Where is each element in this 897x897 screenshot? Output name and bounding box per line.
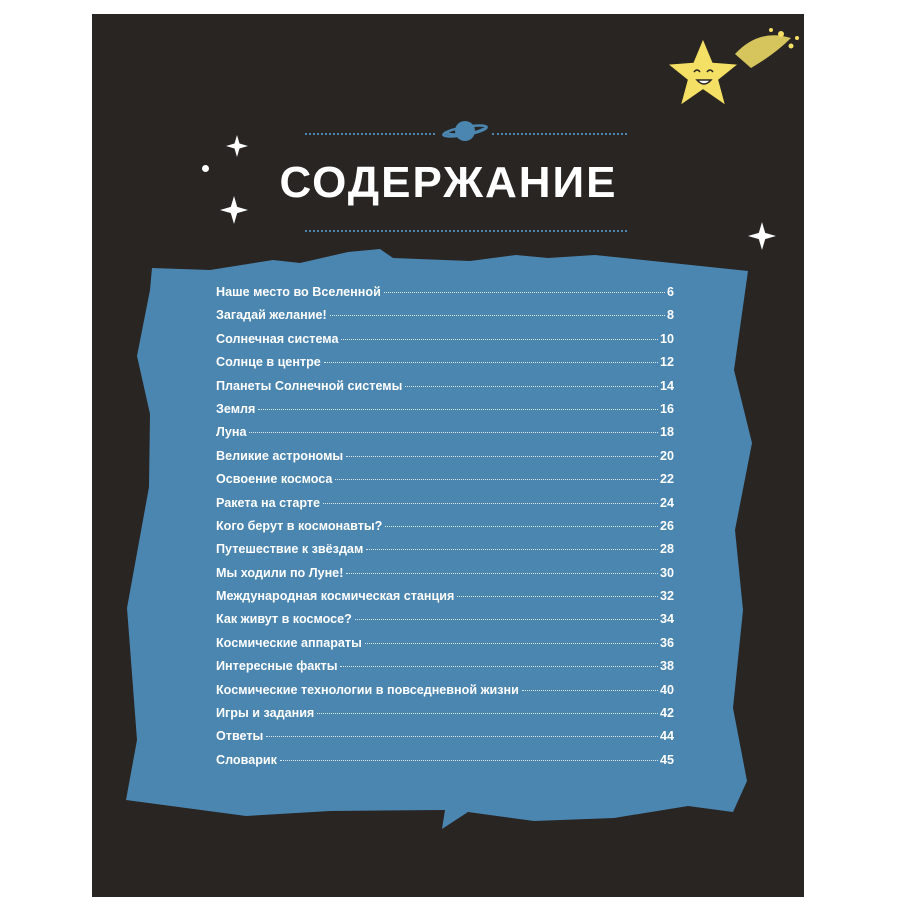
toc-entry-title: Путешествие к звёздам xyxy=(216,542,364,557)
toc-leader-dots xyxy=(324,362,658,363)
toc-entry-title: Космические технологии в повседневной жизни xyxy=(216,682,519,697)
toc-entry-title: Космические аппараты xyxy=(216,635,362,650)
toc-leader-dots xyxy=(366,549,658,550)
toc-entry-title: Планеты Солнечной системы xyxy=(216,378,403,393)
toc-entry-page: 16 xyxy=(659,401,674,416)
toc-entry[interactable] xyxy=(216,636,674,659)
toc-leader-dots xyxy=(346,573,658,574)
toc-entry-title: Загадай желание! xyxy=(216,308,327,323)
toc-leader-dots xyxy=(335,479,658,480)
toc-entry[interactable] xyxy=(216,402,674,425)
toc-entry-title: Освоение космоса xyxy=(216,472,333,487)
toc-entry-page: 28 xyxy=(659,542,674,557)
toc-entry-title: Наше место во Вселенной xyxy=(216,285,381,299)
toc-entry[interactable] xyxy=(216,753,674,776)
toc-entry[interactable] xyxy=(216,519,674,542)
toc-entry[interactable] xyxy=(216,683,674,706)
toc-entry-page: 10 xyxy=(659,331,674,346)
toc-leader-dots xyxy=(317,713,658,714)
toc-entry[interactable] xyxy=(216,589,674,612)
toc-entry-title: Мы ходили по Луне! xyxy=(216,565,344,580)
toc-entry-page: 18 xyxy=(659,425,674,440)
toc-entry-page: 14 xyxy=(659,378,674,393)
toc-leader-dots xyxy=(341,339,658,340)
toc-leader-dots xyxy=(258,409,658,410)
toc-entry[interactable] xyxy=(216,659,674,682)
toc-entry[interactable] xyxy=(216,332,674,355)
toc-entry[interactable] xyxy=(216,355,674,378)
toc-entry[interactable] xyxy=(216,308,674,331)
toc-entry-title: Кого берут в космонавты? xyxy=(216,518,383,533)
toc-entry-page: 8 xyxy=(666,308,674,323)
toc-leader-dots xyxy=(457,596,658,597)
toc-entry[interactable] xyxy=(216,425,674,448)
toc-entry[interactable] xyxy=(216,706,674,729)
toc-entry-title: Великие астрономы xyxy=(216,448,344,463)
toc-leader-dots xyxy=(385,526,658,527)
toc-entry[interactable] xyxy=(216,612,674,635)
toc-leader-dots xyxy=(355,619,658,620)
toc-leader-dots xyxy=(280,760,658,761)
toc-entry-title: Солнечная система xyxy=(216,331,339,346)
toc-entry-page: 32 xyxy=(659,589,674,604)
toc-entry-title: Земля xyxy=(216,401,256,416)
toc-entry-page: 40 xyxy=(659,682,674,697)
toc-entry[interactable] xyxy=(216,379,674,402)
toc-entry-title: Как живут в космосе? xyxy=(216,612,352,627)
toc-leader-dots xyxy=(249,432,658,433)
table-of-contents xyxy=(216,285,674,776)
toc-entry-title: Интересные факты xyxy=(216,659,338,674)
toc-entry[interactable] xyxy=(216,566,674,589)
toc-leader-dots xyxy=(346,456,658,457)
toc-entry-page: 6 xyxy=(666,285,674,299)
toc-leader-dots xyxy=(323,503,658,504)
toc-entry-page: 36 xyxy=(659,635,674,650)
toc-leader-dots xyxy=(405,386,658,387)
toc-entry[interactable] xyxy=(216,729,674,752)
toc-entry-title: Игры и задания xyxy=(216,706,315,721)
toc-entry[interactable] xyxy=(216,542,674,565)
toc-entry[interactable] xyxy=(216,496,674,519)
toc-entry-page: 26 xyxy=(659,518,674,533)
toc-leader-dots xyxy=(330,315,665,316)
toc-entry-title: Словарик xyxy=(216,752,277,767)
toc-entry-page: 24 xyxy=(659,495,674,510)
toc-entry-page: 42 xyxy=(659,706,674,721)
toc-leader-dots xyxy=(522,690,658,691)
toc-leader-dots xyxy=(384,292,665,293)
toc-entry[interactable] xyxy=(216,472,674,495)
toc-entry[interactable] xyxy=(216,285,674,308)
toc-entry-page: 45 xyxy=(659,752,674,767)
toc-leader-dots xyxy=(365,643,658,644)
toc-entry-page: 20 xyxy=(659,448,674,463)
toc-entry-page: 38 xyxy=(659,659,674,674)
toc-entry-page: 34 xyxy=(659,612,674,627)
toc-entry-title: Ракета на старте xyxy=(216,495,321,510)
toc-entry-title: Международная космическая станция xyxy=(216,589,455,604)
toc-leader-dots xyxy=(340,666,658,667)
toc-entry-title: Ответы xyxy=(216,729,264,744)
page-title: СОДЕРЖАНИЕ xyxy=(279,158,618,207)
toc-entry-page: 30 xyxy=(659,565,674,580)
toc-leader-dots xyxy=(266,736,658,737)
toc-entry-page: 44 xyxy=(659,729,674,744)
toc-entry-title: Луна xyxy=(216,425,247,440)
toc-entry-page: 22 xyxy=(659,472,674,487)
toc-entry-title: Солнце в центре xyxy=(216,355,321,370)
toc-entry[interactable] xyxy=(216,449,674,472)
toc-entry-page: 12 xyxy=(659,355,674,370)
